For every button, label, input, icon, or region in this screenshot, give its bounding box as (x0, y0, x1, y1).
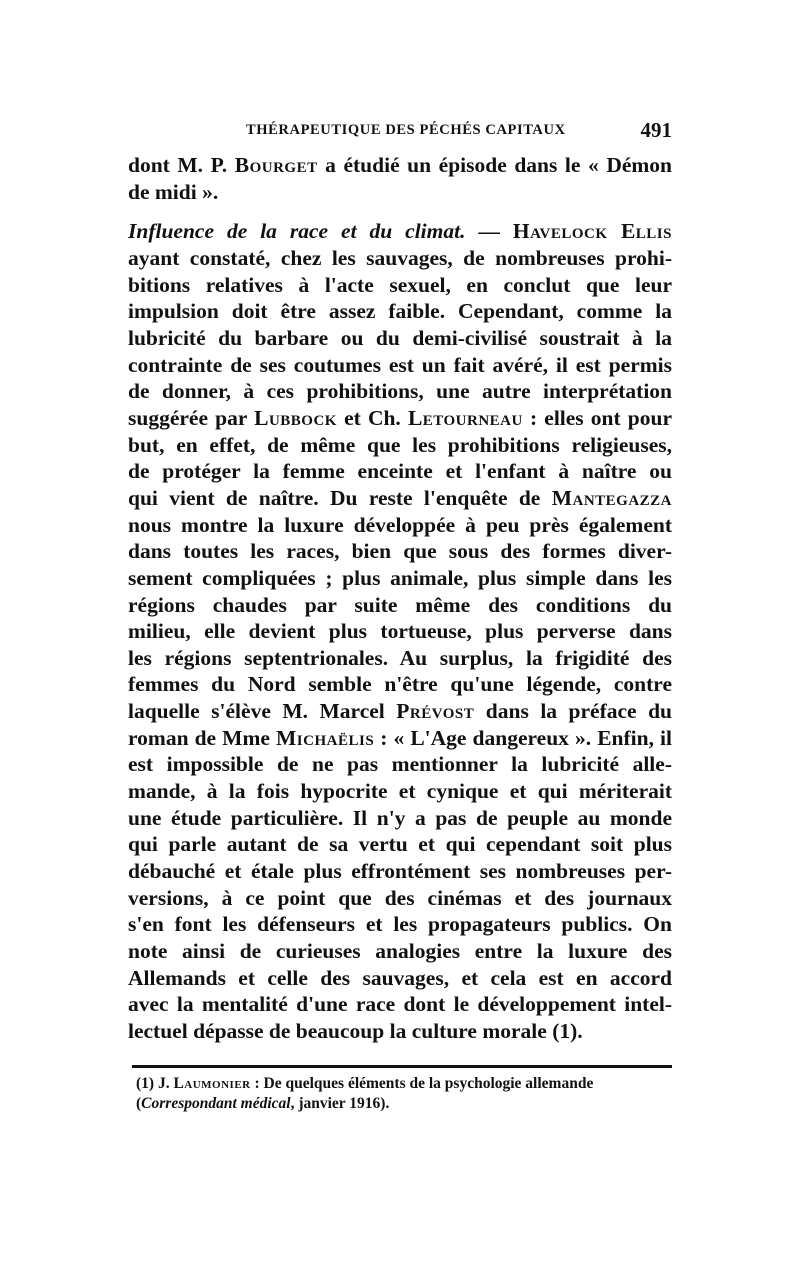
footnote-line-2: (Correspondant médical, janvier 1916). (136, 1095, 390, 1112)
author-name-havelock-ellis: Havelock Ellis (512, 219, 672, 244)
text-line-18: milieu, elle devient plus tortueuse, plus perverse dans (128, 619, 672, 644)
text-line-14: nous montre la luxure développée à peu près également (128, 512, 672, 537)
text-line-1: dont M. P. Bourget a étudié un épisode dans le « Démon (128, 153, 672, 177)
text-line-2: de midi ». (128, 179, 219, 204)
author-name-letourneau: Letourneau (407, 405, 523, 430)
text-line-10: suggérée par Lubbock et Ch. Letourneau : elles ont pour (128, 405, 673, 430)
text-line-20: femmes du Nord semble n'être qu'une légende, contre (128, 672, 672, 697)
text-line-5: bitions relatives à l'acte sexuel, en conclut que leur (128, 272, 672, 297)
text-line-7: lubricité du barbare ou du demi-civilisé soustrait à la (128, 325, 672, 350)
footnote-divider (132, 1065, 672, 1068)
text-line-32: avec la mentalité d'une race dont le développement intel- (128, 992, 672, 1017)
body-text (128, 152, 672, 1045)
text-line-33: lectuel dépasse de beaucoup la culture morale (1). (128, 1019, 583, 1043)
text-line-31: Allemands et celle des sauvages, et cela est en accord (128, 965, 672, 990)
author-name-lubbock: Lubbock (254, 405, 337, 430)
journal-title: Correspondant médical (141, 1095, 291, 1112)
running-title: THÉRAPEUTIQUE DES PÉCHÉS CAPITAUX (246, 122, 566, 138)
text-line-30: note ainsi de curieuses analogies entre la luxure des (128, 939, 672, 964)
text-line-26: qui parle autant de sa vertu et qui cependant soit plus (128, 832, 672, 857)
text-line-13: qui vient de naître. Du reste l'enquête de Mantegazza (128, 485, 672, 510)
text-line-24: mande, à la fois hypocrite et cynique et qui mériterait (128, 779, 672, 804)
author-name-mantegazza: Mantegazza (551, 485, 672, 510)
page-number: 491 (640, 118, 672, 142)
text-line-4: ayant constaté, chez les sauvages, de nombreuses prohi- (128, 245, 672, 270)
text-line-29: s'en font les défenseurs et les propagateurs publics. On (128, 912, 672, 937)
footnote (136, 1074, 672, 1114)
author-name-michaelis: Michaëlis (276, 725, 375, 750)
text-line-8: contrainte de ses coutumes est un fait avéré, il est permis (128, 352, 672, 377)
page-header (128, 118, 672, 144)
text-line-22: roman de Mme Michaëlis : « L'Age dangereux ». Enfin, il (128, 725, 672, 750)
author-name-prevost: Prévost (396, 699, 475, 724)
text-line-19: les régions septentrionales. Au surplus, la frigidité des (128, 645, 672, 670)
author-name-bourget: Bourget (234, 153, 318, 177)
text-line-6: impulsion doit être assez faible. Cependant, comme la (128, 299, 672, 324)
author-name-laumonier: Laumonier (173, 1075, 251, 1092)
text-line-28: versions, à ce point que des cinémas et des journaux (128, 885, 672, 910)
text-line-11: but, en effet, de même que les prohibitions religieuses, (128, 432, 672, 457)
text-line-15: dans toutes les races, bien que sous des formes diver- (128, 539, 672, 564)
text-line-23: est impossible de ne pas mentionner la lubricité alle- (128, 752, 672, 777)
footnote-line-1: (1) J. Laumonier : De quelques éléments de la psychologie allemande (136, 1075, 594, 1092)
text-line-9: de donner, à ces prohibitions, une autre interprétation (128, 379, 672, 404)
section-heading: Influence de la race et du climat. (128, 219, 466, 244)
text-line-12: de protéger la femme enceinte et l'enfant à naître ou (128, 459, 672, 484)
text-line-25: une étude particulière. Il n'y a pas de peuple au monde (128, 805, 672, 830)
text-line-21: laquelle s'élève M. Marcel Prévost dans la préface du (128, 699, 672, 724)
text-line-27: débauché et étale plus effrontément ses nombreuses per- (128, 859, 672, 884)
text-line-3: Influence de la race et du climat. — Havelock Ellis (128, 219, 672, 244)
text-line-17: régions chaudes par suite même des conditions du (128, 592, 672, 617)
text-line-16: sement compliquées ; plus animale, plus simple dans les (128, 565, 672, 590)
